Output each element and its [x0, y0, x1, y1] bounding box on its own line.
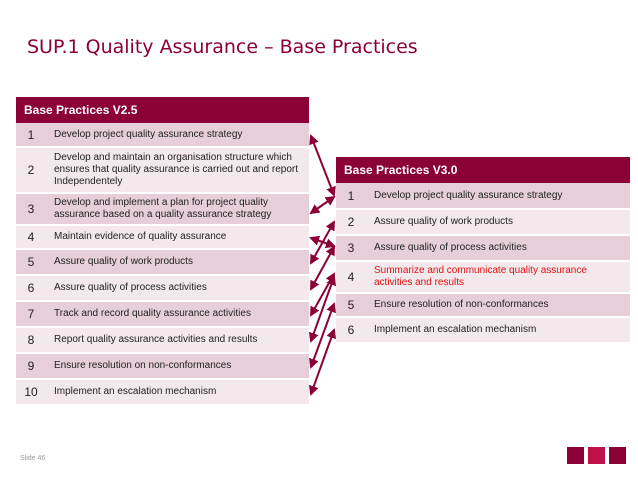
decorative-square — [609, 447, 626, 464]
row-number: 2 — [16, 147, 46, 193]
decorative-square — [567, 447, 584, 464]
row-number: 7 — [16, 301, 46, 327]
slide-title: SUP.1 Quality Assurance – Base Practices — [27, 36, 418, 58]
row-number: 3 — [336, 235, 366, 261]
arrow-bp4-to-bp3 — [311, 238, 334, 246]
row-text: Assure quality of process activities — [366, 235, 630, 261]
arrow-bp1-to-bp1 — [311, 136, 334, 195]
row-number: 4 — [16, 225, 46, 249]
row-number: 4 — [336, 261, 366, 293]
arrow-bp3-to-bp1 — [311, 197, 334, 213]
row-number: 6 — [16, 275, 46, 301]
row-text: Assure quality of work products — [46, 249, 309, 275]
row-text: Report quality assurance activities and results — [46, 327, 309, 353]
slide-number: Slide 46 — [20, 455, 46, 462]
row-number: 2 — [336, 209, 366, 235]
row-text: Develop and implement a plan for project quality assurance based on a quality assurance strategy — [46, 193, 309, 225]
arrow-bp6-to-bp3 — [311, 247, 334, 289]
row-text: Implement an escalation mechanism — [366, 317, 630, 343]
row-text: Develop project quality assurance strategy — [366, 183, 630, 209]
row-number: 1 — [336, 183, 366, 209]
row-number: 10 — [16, 379, 46, 405]
table-header-v30: Base Practices V3.0 — [336, 157, 630, 183]
row-text-highlighted: Summarize and communicate quality assurance activities and results — [366, 261, 630, 293]
row-text: Maintain evidence of quality assurance — [46, 225, 309, 249]
row-number: 3 — [16, 193, 46, 225]
row-number: 8 — [16, 327, 46, 353]
row-text: Develop project quality assurance strategy — [46, 123, 309, 147]
row-text: Ensure resolution on non-conformances — [46, 353, 309, 379]
arrow-bp10-to-bp6 — [311, 330, 334, 394]
row-number: 9 — [16, 353, 46, 379]
row-text: Assure quality of process activities — [46, 275, 309, 301]
row-number: 1 — [16, 123, 46, 147]
row-number: 5 — [16, 249, 46, 275]
row-text: Ensure resolution of non-conformances — [366, 293, 630, 317]
row-text: Assure quality of work products — [366, 209, 630, 235]
row-number: 6 — [336, 317, 366, 343]
table-header-v25: Base Practices V2.5 — [16, 97, 309, 123]
row-number: 5 — [336, 293, 366, 317]
arrow-bp9-to-bp5 — [311, 304, 334, 367]
row-text: Implement an escalation mechanism — [46, 379, 309, 405]
row-text: Track and record quality assurance activities — [46, 301, 309, 327]
decorative-square — [588, 447, 605, 464]
row-text: Develop and maintain an organisation structure which ensures that quality assurance is carried out and report Independentely — [46, 147, 309, 193]
